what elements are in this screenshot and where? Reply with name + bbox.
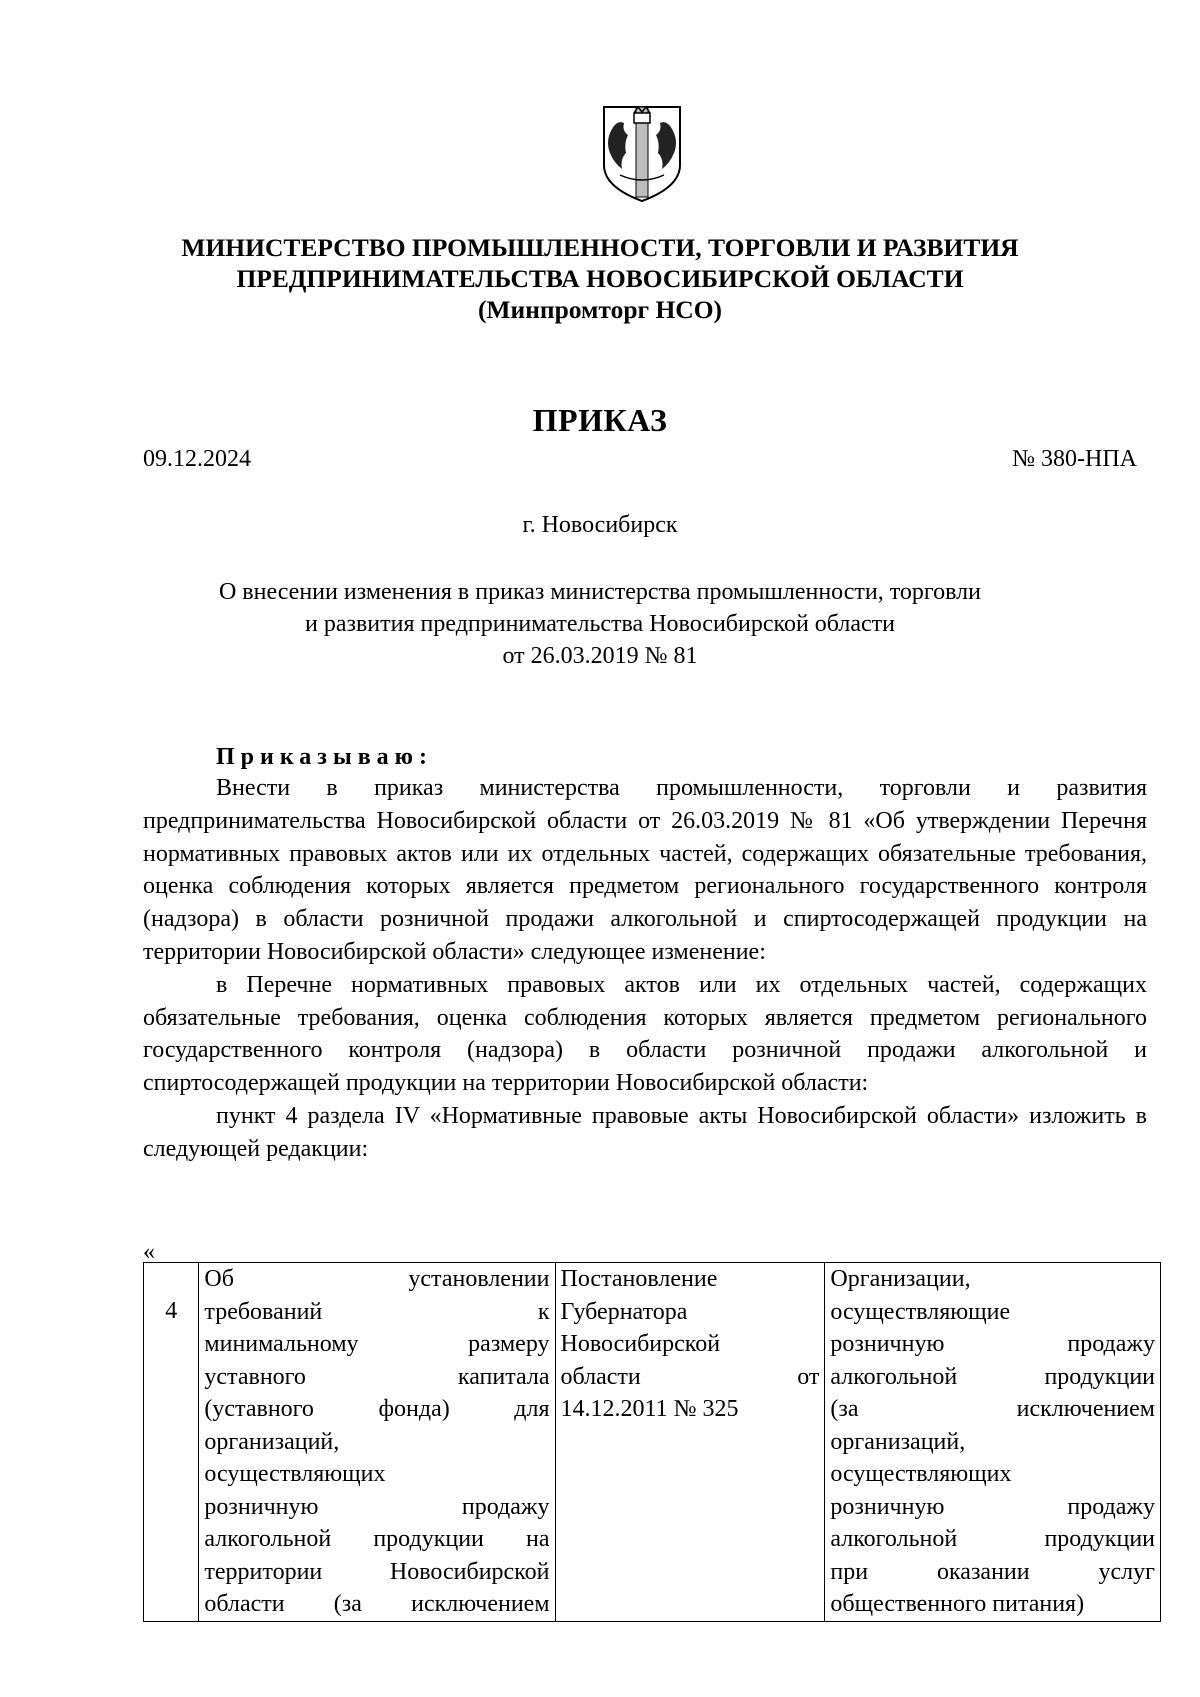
- cell-act-line: 14.12.2011 № 325: [560, 1396, 739, 1422]
- table-row: [144, 1263, 1161, 1622]
- cell-row-number: 4: [144, 1263, 199, 1622]
- cell-title-line: алкогольной продукции на: [204, 1526, 550, 1552]
- cell-subjects-line: Организации,: [830, 1266, 971, 1292]
- cell-act-line: Постановление: [560, 1266, 718, 1292]
- cell-title-line: осуществляющих: [204, 1461, 386, 1487]
- city: г. Новосибирск: [522, 512, 678, 538]
- cell-title-line: требований к: [204, 1298, 550, 1325]
- cell-act-line: области от: [560, 1363, 820, 1390]
- order-date: 09.12.2024: [143, 446, 251, 472]
- paragraph-amendment: Внести в приказ министерства промышленности, торговли и развития предпринимательства Новосибирской области от 26.03.2019 № 81 «Об утверждении Перечня нормативных правовых актов или их отдельных частей, содержащих обязательные требования, оценка соблюдения которых является предметом регионального государственного контроля (надзора) в области розничной продажи алкогольной и спиртосодержащей продукции на территории Новосибирской области» следующее изменение:: [143, 775, 1147, 965]
- cell-title-line: Об установлении: [204, 1266, 550, 1292]
- cell-subjects-line: (за исключением: [830, 1396, 1155, 1422]
- cell-title-line: (уставного фонда) для: [204, 1396, 550, 1422]
- ministry-name-line2: ПРЕДПРИНИМАТЕЛЬСТВА НОВОСИБИРСКОЙ ОБЛАСТИ: [236, 264, 964, 293]
- order-body: [143, 772, 1147, 1166]
- cell-title-line: территории Новосибирской: [204, 1558, 550, 1585]
- subject-line2: и развития предпринимательства Новосибирской области: [304, 611, 896, 637]
- subject-line1: О внесении изменения в приказ министерства промышленности, торговли: [218, 579, 982, 605]
- cell-subjects-line: при оказании услуг: [830, 1558, 1155, 1585]
- subject-line3: от 26.03.2019 № 81: [502, 643, 698, 669]
- cell-act-line: Губернатора: [560, 1298, 688, 1325]
- order-subject: [170, 576, 1030, 672]
- directive-heading: Приказываю:: [216, 744, 433, 770]
- cell-subjects-line: осуществляющих: [830, 1461, 1012, 1487]
- cell-subjects-line: алкогольной продукции: [830, 1363, 1155, 1390]
- paragraph-list: в Перечне нормативных правовых актов или их отдельных частей, содержащих обязательные требования, оценка соблюдения которых является предметом регионального государственного контроля (надзора) в области розничной продажи алкогольной и спиртосодержащей продукции на территории Новосибирской области:: [143, 971, 1147, 1097]
- ministry-name: [130, 232, 1070, 325]
- opening-quote: «: [143, 1239, 155, 1265]
- amendment-table: [143, 1262, 1161, 1622]
- cell-title-line: области (за исключением: [204, 1591, 550, 1617]
- cell-act-line: Новосибирской: [560, 1331, 721, 1357]
- cell-subjects-line: организаций,: [830, 1428, 966, 1455]
- ministry-short-name: (Минпромторг НСО): [477, 295, 723, 324]
- paragraph-item: пункт 4 раздела IV «Нормативные правовые акты Новосибирской области» изложить в следующей редакции:: [143, 1102, 1147, 1162]
- document-title: ПРИКАЗ: [532, 402, 668, 438]
- cell-subjects-line: общественного питания): [830, 1591, 1085, 1617]
- cell-title: [199, 1263, 555, 1622]
- cell-title-line: уставного капитала: [204, 1363, 550, 1390]
- cell-subjects: [825, 1263, 1161, 1622]
- cell-subjects-line: алкогольной продукции: [830, 1526, 1155, 1552]
- ministry-name-line1: МИНИСТЕРСТВО ПРОМЫШЛЕННОСТИ, ТОРГОВЛИ И РАЗВИТИЯ: [181, 233, 1019, 262]
- order-number: № 380-НПА: [1012, 446, 1137, 472]
- coat-of-arms-emblem: [600, 103, 684, 203]
- cell-title-line: организаций,: [204, 1428, 340, 1455]
- cell-subjects-line: розничную продажу: [830, 1493, 1155, 1520]
- cell-act: [555, 1263, 825, 1622]
- cell-title-line: минимальному размеру: [204, 1331, 550, 1357]
- cell-subjects-line: осуществляющие: [830, 1298, 1011, 1325]
- cell-subjects-line: розничную продажу: [830, 1331, 1155, 1357]
- cell-title-line: розничную продажу: [204, 1493, 550, 1520]
